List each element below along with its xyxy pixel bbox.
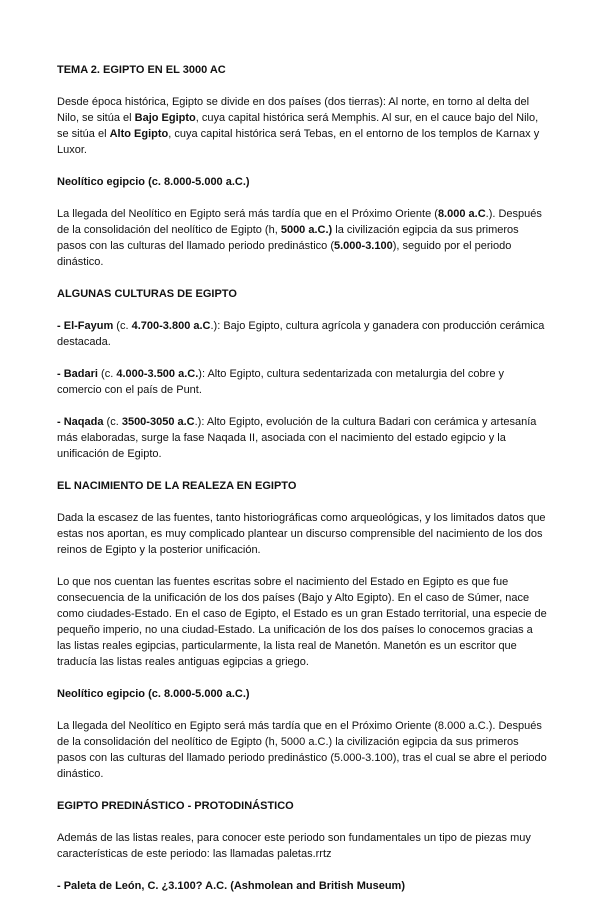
heading-predinastico: EGIPTO PREDINÁSTICO - PROTODINÁSTICO — [57, 800, 294, 812]
heading-culturas: ALGUNAS CULTURAS DE EGIPTO — [57, 288, 237, 300]
heading-neolitico-repeat: Neolítico egipcio (c. 8.000-5.000 a.C.) — [57, 688, 250, 700]
paragraph-neolitico: La llegada del Neolítico en Egipto será más tardía que en el Próximo Oriente (8.000 a.C.). Después de la consolidación del neolítico de Egipto (h, 5000 a.C.) la civilización egipcia da sus primeros pasos con las culturas del llamado periodo predinástico (5.000-3.100), seguido por el periodo dinástico. — [57, 208, 542, 268]
section-title-egipto-3000: TEMA 2. EGIPTO EN EL 3000 AC — [57, 64, 226, 76]
culture-el-fayum: - El-Fayum (c. 4.700-3.800 a.C.): Bajo Egipto, cultura agrícola y ganadera con producción cerámica destacada. — [57, 320, 545, 348]
heading-paleta-leon: - Paleta de León, C. ¿3.100? A.C. (Ashmolean and British Museum) — [57, 880, 405, 892]
culture-naqada: - Naqada (c. 3500-3050 a.C.): Alto Egipto, evolución de la cultura Badari con cerámica y artesanía más elaboradas, surge la fase Naqada II, asociada con el nacimiento del estado egipcio y la unificación de Egipto. — [57, 416, 537, 460]
paragraph-fuentes: Dada la escasez de las fuentes, tanto historiográficas como arqueológicas, y los limitados datos que estas nos aportan, es muy complicado plantear un discurso comprensible del nacimiento de los dos reinos de Egipto y la posterior unificación. — [57, 512, 546, 556]
culture-badari: - Badari (c. 4.000-3.500 a.C.): Alto Egipto, cultura sedentarizada con metalurgia del cobre y comercio con el país de Punt. — [57, 368, 505, 396]
heading-realeza: EL NACIMIENTO DE LA REALEZA EN EGIPTO — [57, 480, 297, 492]
heading-neolitico: Neolítico egipcio (c. 8.000-5.000 a.C.) — [57, 176, 250, 188]
paragraph-intro: Desde época histórica, Egipto se divide en dos países (dos tierras): Al norte, en torno al delta del Nilo, se sitúa el Bajo Egipto, cuya capital histórica será Memphis. Al sur, en el cauce bajo del Nilo, se sitúa el Alto Egipto, cuya capital histórica será Tebas, en el entorno de los templos de Karnax y Luxor. — [57, 96, 540, 156]
document-page — [57, 62, 547, 910]
paragraph-paletas: Además de las listas reales, para conocer este periodo son fundamentales un tipo de piezas muy características de este periodo: las llamadas paletas.rrtz — [57, 832, 531, 860]
paragraph-neolitico-repeat: La llegada del Neolítico en Egipto será más tardía que en el Próximo Oriente (8.000 a.C.). Después de la consolidación del neolítico de Egipto (h, 5000 a.C.) la civilización egipcia da sus primeros pasos con las culturas del llamado periodo predinástico (5.000-3.100), tras el cual se abre el periodo dinástico. — [57, 720, 547, 780]
paragraph-unificacion: Lo que nos cuentan las fuentes escritas sobre el nacimiento del Estado en Egipto es que fue consecuencia de la unificación de los dos países (Bajo y Alto Egipto). En el caso de Súmer, nace como ciudades-Estado. En el caso de Egipto, el Estado es un gran Estado territorial, una especie de pequeño imperio, no una ciudad-Estado. La unificación de los dos países lo conocemos gracias a las listas reales egipcias, particularmente, la lista real de Manetón. Manetón es un escritor que traducía las listas reales antiguas egipcias a griego. — [57, 576, 547, 668]
